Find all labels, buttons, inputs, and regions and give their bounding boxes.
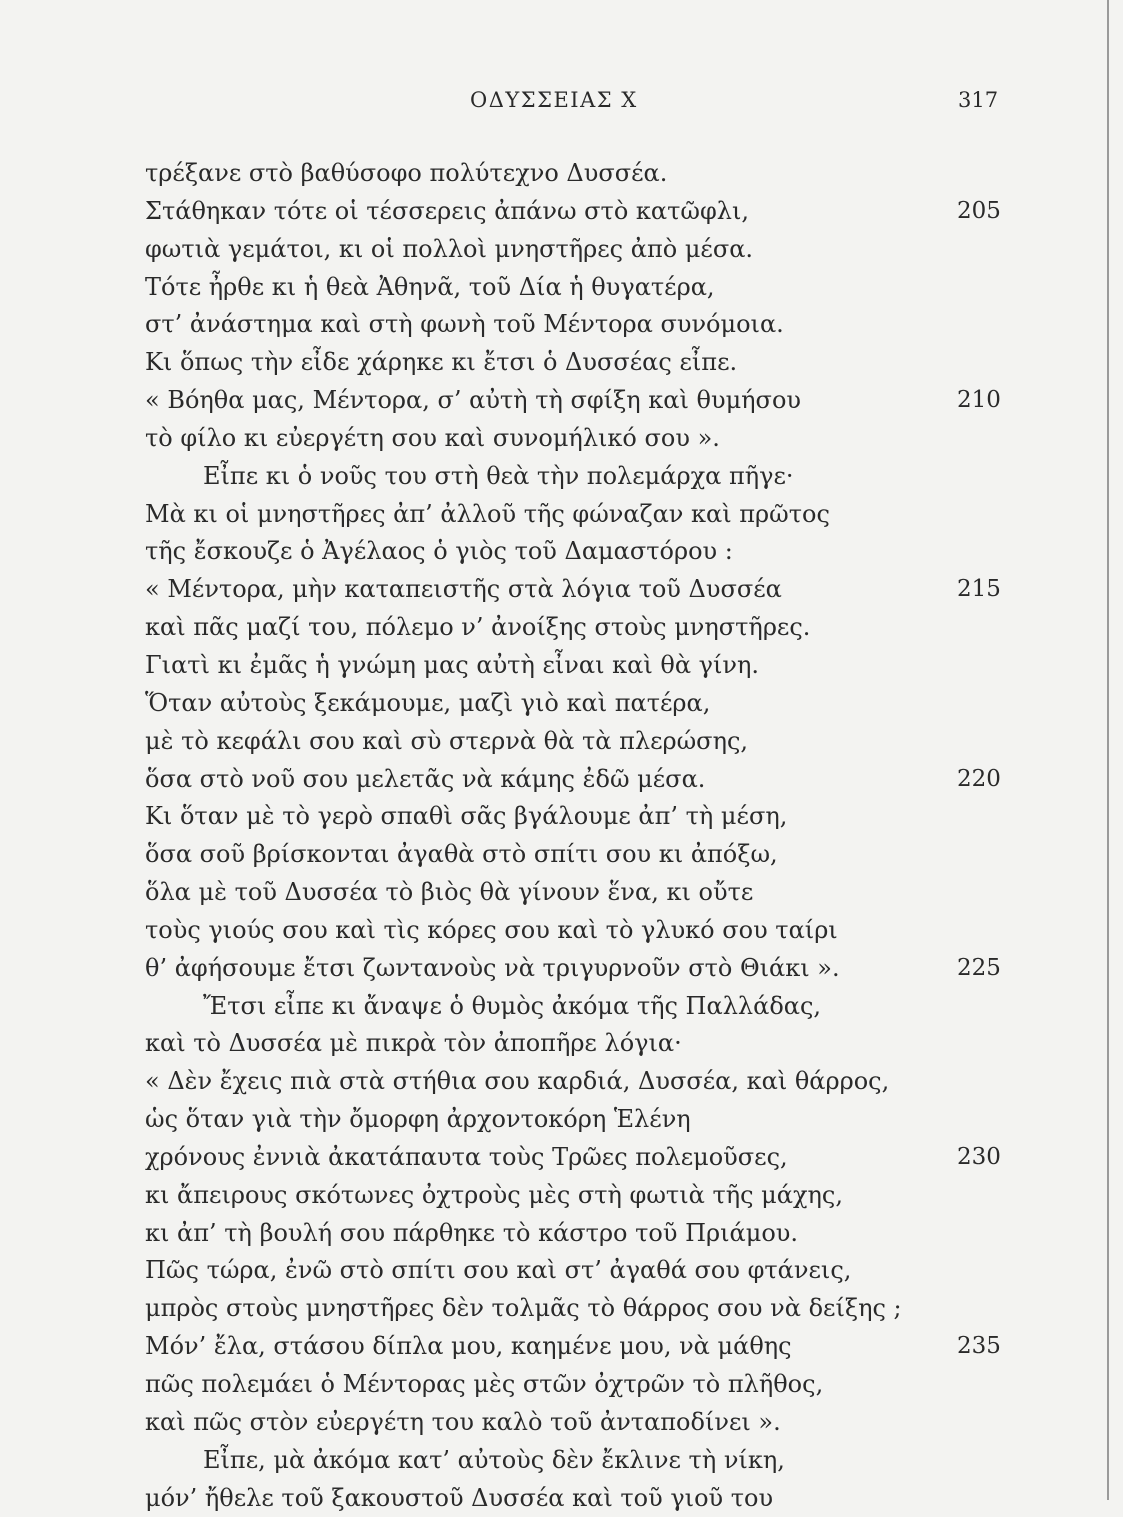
verse-text: Εἶπε κι ὁ νοῦς του στὴ θεὰ τὴν πολεμάρχα πῆγε·: [203, 461, 794, 490]
verse-text: Γιατὶ κι ἐμᾶς ἡ γνώμη μας αὐτὴ εἶναι καὶ θὰ γίνη.: [145, 650, 760, 679]
verse-text: Τότε ἦρθε κι ἡ θεὰ Ἀθηνᾶ, τοῦ Δία ἡ θυγατέρα,: [145, 272, 715, 301]
verse-text: ὅσα στὸ νοῦ σου μελετᾶς νὰ κάμης ἐδῶ μέσα.: [145, 764, 706, 793]
running-head: ΟΔΥΣΣΕΙΑΣ Χ: [470, 88, 638, 112]
verse-text: Ἔτσι εἶπε κι ἄναψε ὁ θυμὸς ἀκόμα τῆς Παλλάδας,: [203, 991, 822, 1020]
verse-text: φωτιὰ γεμάτοι, κι οἱ πολλοὶ μνηστῆρες ἀπὸ μέσα.: [145, 234, 754, 263]
verse-text: Εἶπε, μὰ ἀκόμα κατ’ αὐτοὺς δὲν ἔκλινε τὴ νίκη,: [203, 1445, 785, 1474]
verse-text: κι ἀπ’ τὴ βουλή σου πάρθηκε τὸ κάστρο τοῦ Πριάμου.: [145, 1218, 799, 1247]
verse-text: μὲ τὸ κεφάλι σου καὶ σὺ στερνὰ θὰ τὰ πλερώσης,: [145, 726, 749, 755]
verse-text: τρέξανε στὸ βαθύσοφο πολύτεχνο Δυσσέα.: [145, 159, 668, 187]
verse-line: [145, 155, 1015, 193]
verse-line: [145, 1025, 1015, 1063]
verse-line: [145, 1290, 1015, 1328]
verse-line: [145, 1404, 1015, 1442]
line-number: 220: [957, 765, 1001, 792]
verse-line: [145, 1442, 1015, 1480]
verse-line: [145, 723, 1015, 761]
verse-text: Στάθηκαν τότε οἱ τέσσερεις ἀπάνω στὸ κατῶφλι,: [145, 196, 750, 225]
verse-text: στ’ ἀνάστημα καὶ στὴ φωνὴ τοῦ Μέντορα συνόμοια.: [145, 310, 784, 339]
line-number: 215: [957, 576, 1001, 603]
verse-text: μπρὸς στοὺς μνηστῆρες δὲν τολμᾶς τὸ θάρρος σου νὰ δείξης ;: [145, 1294, 902, 1323]
line-number: 210: [957, 387, 1001, 414]
verse-line: [145, 1328, 1015, 1366]
verse-text: Μόν’ ἔλα, στάσου δίπλα μου, καημένε μου, νὰ μάθης: [145, 1332, 792, 1361]
verse-line: [145, 1215, 1015, 1253]
verse-text: καὶ τὸ Δυσσέα μὲ πικρὰ τὸν ἀποπῆρε λόγια·: [145, 1029, 682, 1058]
verse-line: [145, 874, 1015, 912]
verse-line: [145, 950, 1015, 988]
verse-line: [145, 798, 1015, 836]
verse-text: τὸ φίλο κι εὐεργέτη σου καὶ συνομήλικό σου ».: [145, 423, 720, 452]
verse-line: [145, 836, 1015, 874]
verse-line: [145, 1252, 1015, 1290]
verse-line: [145, 988, 1015, 1026]
verse-text: καὶ πῶς στὸν εὐεργέτη του καλὸ τοῦ ἀνταποδίνει ».: [145, 1407, 781, 1436]
verse-line: [145, 382, 1015, 420]
verse-line: [145, 306, 1015, 344]
verse-text: ὡς ὅταν γιὰ τὴν ὄμορφη ἀρχοντοκόρη Ἑλένη: [145, 1105, 691, 1134]
line-number: 225: [957, 954, 1001, 981]
verse-text: ὅσα σοῦ βρίσκονται ἀγαθὰ στὸ σπίτι σου κι ἀπόξω,: [145, 840, 778, 869]
verse-text: πῶς πολεμάει ὁ Μέντορας μὲς στῶν ὀχτρῶν τὸ πλῆθος,: [145, 1370, 824, 1398]
verse-text: Κι ὅπως τὴν εἶδε χάρηκε κι ἔτσι ὁ Δυσσέας εἶπε.: [145, 348, 738, 377]
verse-line: [145, 571, 1015, 609]
verse-text: θ’ ἀφήσουμε ἔτσι ζωντανοὺς νὰ τριγυρνοῦν στὸ Θιάκι ».: [145, 953, 840, 982]
page-edge-divider: [1107, 0, 1109, 1500]
verse-line: [145, 685, 1015, 723]
verse-line: [145, 231, 1015, 269]
verse-text: Ὅταν αὐτοὺς ξεκάμουμε, μαζὶ γιὸ καὶ πατέρα,: [145, 688, 711, 717]
verse-text: Μὰ κι οἱ μνηστῆρες ἀπ’ ἀλλοῦ τῆς φώναζαν καὶ πρῶτος: [145, 499, 830, 528]
verse-line: [145, 496, 1015, 534]
verse-text: ὅλα μὲ τοῦ Δυσσέα τὸ βιὸς θὰ γίνουν ἕνα, κι οὔτε: [145, 878, 754, 907]
page-header: [0, 88, 1123, 122]
verse-line: [145, 269, 1015, 307]
verse-line: [145, 420, 1015, 458]
verse-text: « Βόηθα μας, Μέντορα, σ’ αὐτὴ τὴ σφίξη καὶ θυμήσου: [145, 386, 801, 415]
verse-text: καὶ πᾶς μαζί του, πόλεμο ν’ ἀνοίξης στοὺς μνηστῆρες.: [145, 613, 811, 642]
verse-line: [145, 1101, 1015, 1139]
line-number: 205: [957, 197, 1001, 224]
line-number: 235: [957, 1333, 1001, 1360]
verse-text: « Μέντορα, μὴν καταπειστῆς στὰ λόγια τοῦ Δυσσέα: [145, 575, 782, 604]
verse-text-block: [145, 155, 1015, 1517]
verse-text: τῆς ἔσκουζε ὁ Ἀγέλαος ὁ γιὸς τοῦ Δαμαστόρου :: [145, 537, 733, 566]
verse-line: [145, 1177, 1015, 1215]
page-number: 317: [958, 88, 999, 112]
verse-text: μόν’ ἤθελε τοῦ ξακουστοῦ Δυσσέα καὶ τοῦ γιοῦ του: [145, 1483, 774, 1512]
verse-line: [145, 533, 1015, 571]
verse-text: Κι ὅταν μὲ τὸ γερὸ σπαθὶ σᾶς βγάλουμε ἀπ’ τὴ μέση,: [145, 802, 788, 831]
verse-line: [145, 193, 1015, 231]
verse-text: κι ἄπειρους σκότωνες ὀχτροὺς μὲς στὴ φωτιὰ τῆς μάχης,: [145, 1180, 843, 1209]
verse-line: [145, 609, 1015, 647]
verse-text: χρόνους ἐννιὰ ἀκατάπαυτα τοὺς Τρῶες πολεμοῦσες,: [145, 1142, 788, 1171]
verse-line: [145, 1063, 1015, 1101]
line-number: 230: [957, 1143, 1001, 1170]
verse-line: [145, 1366, 1015, 1404]
verse-line: [145, 344, 1015, 382]
verse-line: [145, 458, 1015, 496]
verse-line: [145, 761, 1015, 799]
verse-text: « Δὲν ἔχεις πιὰ στὰ στήθια σου καρδιά, Δυσσέα, καὶ θάρρος,: [145, 1067, 890, 1096]
verse-line: [145, 647, 1015, 685]
verse-text: Πῶς τώρα, ἐνῶ στὸ σπίτι σου καὶ στ’ ἀγαθά σου φτάνεις,: [145, 1256, 852, 1285]
verse-line: [145, 1480, 1015, 1517]
verse-text: τοὺς γιούς σου καὶ τὶς κόρες σου καὶ τὸ γλυκό σου ταίρι: [145, 915, 838, 944]
verse-line: [145, 1139, 1015, 1177]
verse-line: [145, 912, 1015, 950]
